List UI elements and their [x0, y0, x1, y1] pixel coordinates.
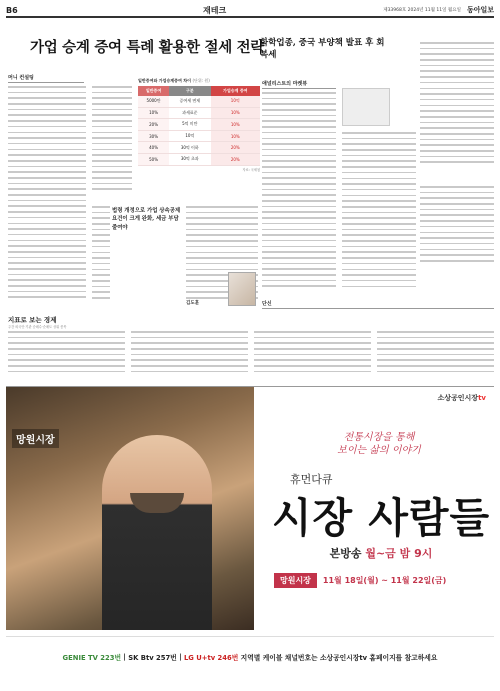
stock-table	[254, 331, 371, 377]
sidebar-headline: 화학업종, 중국 부양책 발표 후 회복세	[260, 38, 385, 60]
sidebar-body-col1	[262, 92, 336, 298]
analyst-photo	[342, 88, 390, 126]
issue-meta: 제33968호 2024년 11월 11일 월요일	[383, 8, 461, 13]
table-source: 자료: 국세청	[242, 167, 260, 172]
pull-quote: 법령 개정으로 가업 상속공제 요건이 크게 완화, 세금 부담 줄여야	[112, 208, 181, 231]
section-title: 재테크	[203, 5, 227, 15]
stock-table	[377, 331, 494, 377]
episode-dates: 11월 18일(월) ~ 11월 22일(금)	[322, 576, 447, 585]
sidebar-body-col4	[420, 186, 494, 306]
table-row: 10% 과세표준 10%	[138, 107, 260, 119]
table-header: 구분	[169, 86, 210, 96]
table-header: 가업승계 증여	[211, 86, 260, 96]
stock-table-group	[8, 331, 494, 377]
stock-table	[8, 331, 125, 377]
column-byline: 머니 컨설팅	[8, 74, 84, 83]
brief-label: 단신	[262, 300, 494, 311]
cable-note: 지역별 케이블 채널번호는 소상공인시장tv 홈페이지를 참고하세요	[240, 653, 438, 662]
table-row: 30% 10억 10%	[138, 130, 260, 142]
market-sign: 망원시장	[12, 429, 59, 448]
sidebar-body-col3	[420, 42, 494, 172]
author-name: 김도훈	[186, 301, 200, 306]
channel-footer: GENIE TV 223번 | SK Btv 257번 | LG U+tv 246번 지역별 케이블 채널번호는 소상공인시장tv 홈페이지를 참고하세요	[6, 636, 494, 676]
broadcast-time: 본방송 월~금 밤 9시	[329, 547, 433, 560]
page-number: B6	[6, 5, 18, 15]
program-genre: 휴먼다큐	[290, 473, 333, 486]
advertisement	[6, 386, 494, 680]
article-body-col1	[8, 86, 86, 308]
btv-channel: SK Btv 257번	[128, 653, 177, 662]
program-title: 시장 사람들	[271, 494, 491, 542]
uplus-channel: LG U+tv 246번	[183, 653, 239, 662]
stock-tables	[8, 315, 494, 379]
genie-tv-channel: GENIE TV 223번	[62, 653, 122, 662]
episode-name: 망원시장	[274, 573, 317, 588]
ad-subtitle: 전통시장을 통해 보이는 삶의 이야기	[337, 432, 421, 456]
newspaper-logo: 동아일보	[466, 5, 494, 14]
sidebar-body-col2	[342, 132, 416, 298]
table-header: 일반증여	[138, 86, 169, 96]
table-row: 20% 5억 미만 10%	[138, 119, 260, 131]
analyst-label: 애널리스트의 마켓뷰	[262, 80, 336, 91]
comparison-table	[138, 86, 260, 166]
table-row: 5000만 증여세 면제 10억	[138, 96, 260, 107]
table-title: 일반증여와 가업승계증여 차이 (단위: 원)	[138, 78, 210, 83]
host-figure	[102, 435, 212, 630]
table-row: 50% 30억 초과 20%	[138, 153, 260, 165]
stocks-note: 주간 외국인·기관 순매수·순매도 상위 종목	[8, 325, 67, 329]
article-body-col3	[92, 206, 110, 306]
comparison-table-box	[138, 78, 260, 196]
article-headline: 가업 승계 증여 특례 활용한 절세 전략	[30, 39, 265, 56]
market-photo	[6, 387, 254, 630]
article-body-col2	[92, 86, 132, 200]
channel-logo: 소상공인시장tv	[437, 394, 486, 402]
page-header	[6, 4, 494, 18]
table-row: 40% 30억 이하 20%	[138, 142, 260, 154]
stock-table	[131, 331, 248, 377]
episode-bar	[274, 573, 488, 588]
author-photo	[228, 272, 256, 306]
stocks-title: 지표로 보는 경제	[8, 316, 57, 324]
